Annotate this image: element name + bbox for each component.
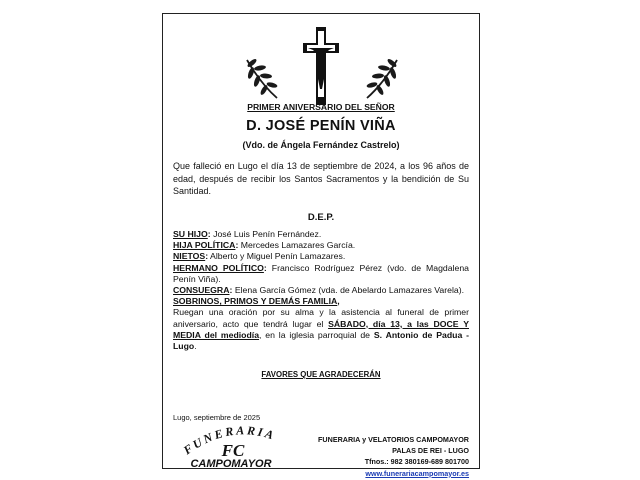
invitation-paragraph [173, 307, 469, 352]
deceased-name: D. JOSÉ PENÍN VIÑA [246, 118, 396, 134]
family-daughter-in-law: HIJA POLÍTICA: Mercedes Lamazares García. [173, 240, 356, 251]
grandchildren-value: Alberto y Miguel Penín Lamazares. [210, 251, 346, 262]
son-label: SU HIJO [173, 229, 208, 239]
grandchildren-label: NIETOS [173, 251, 206, 262]
company-block [299, 434, 469, 479]
in-law-label: CONSUEGRA [173, 285, 230, 296]
anniversary-title: PRIMER ANIVERSARIO DEL SEÑOR [247, 102, 395, 112]
son-value: José Luis Penín Fernández. [213, 229, 322, 239]
daughter-in-law-label: HIJA POLÍTICA [173, 240, 236, 251]
closing-line: FAVORES QUE AGRADECERÁN [261, 370, 381, 379]
relatives-label: SOBRINOS, PRIMOS Y DEMÁS FAMILIA [173, 296, 338, 307]
widower-of: (Vdo. de Ángela Fernández Castrelo) [242, 140, 400, 150]
funeraria-campomayor-logo [173, 423, 293, 468]
laurel-branch-left-icon [241, 54, 281, 100]
invitation-text-2: , en la iglesia parroquial de [259, 329, 374, 340]
company-phones: Tfnos.: 982 380169-689 801700 [364, 457, 469, 467]
family-grandchildren: NIETOS: Alberto y Miguel Penín Lamazares. [173, 251, 346, 262]
brother-in-law-label: HERMANO POLÍTICO [173, 262, 264, 273]
company-website-link[interactable]: www.funerariacampomayor.es [365, 468, 469, 478]
family-brother-in-law: HERMANO POLÍTICO: Francisco Rodríguez Pérez (vdo. de Magdalena Penín Viña). [173, 262, 469, 284]
brother-in-law-value: Francisco Rodríguez Pérez (vdo. de Magdalena Penín Viña). [173, 262, 469, 284]
in-law-value: Elena García Gómez (vda. de Abelardo Lamazares Varela). [234, 285, 465, 296]
invitation-text-3: . [194, 341, 197, 352]
family-list [173, 229, 469, 352]
logo-arc-text: FUNERARIA [180, 423, 278, 458]
laurel-branch-right-icon [363, 54, 403, 100]
funeral-datetime: SÁBADO, día 13, a las DOCE Y MEDIA del mediodía [173, 318, 469, 340]
obituary-notice [162, 13, 480, 478]
company-location: PALAS DE REI - LUGO [392, 446, 469, 456]
logo-brand: CAMPOMAYOR [190, 458, 272, 468]
company-name: FUNERARIA y VELATORIOS CAMPOMAYOR [318, 435, 469, 444]
intro-paragraph: Que falleció en Lugo el día 13 de septiembre de 2024, a los 96 años de edad, después de recibir los Santos Sacramentos y la bendición de Su Santidad. [173, 161, 469, 196]
invitation-text-1: Ruegan una oración por su alma y la asistencia al funeral de primer aniversario, acto que tendrá lugar el [173, 307, 469, 329]
family-son: SU HIJO: José Luis Penín Fernández. [173, 229, 322, 239]
family-relatives: SOBRINOS, PRIMOS Y DEMÁS FAMILIA, [173, 296, 340, 307]
dep-heading: D.E.P. [307, 212, 335, 223]
family-in-law: CONSUEGRA: Elena García Gómez (vda. de Abelardo Lamazares Varela). [173, 285, 465, 296]
date-line: Lugo, septiembre de 2025 [173, 413, 261, 422]
daughter-in-law-value: Mercedes Lamazares García. [240, 240, 356, 251]
logo-monogram: FC [221, 441, 245, 460]
crucifix-icon [303, 27, 339, 105]
church-name: S. Antonio de Padua - Lugo [173, 329, 470, 352]
